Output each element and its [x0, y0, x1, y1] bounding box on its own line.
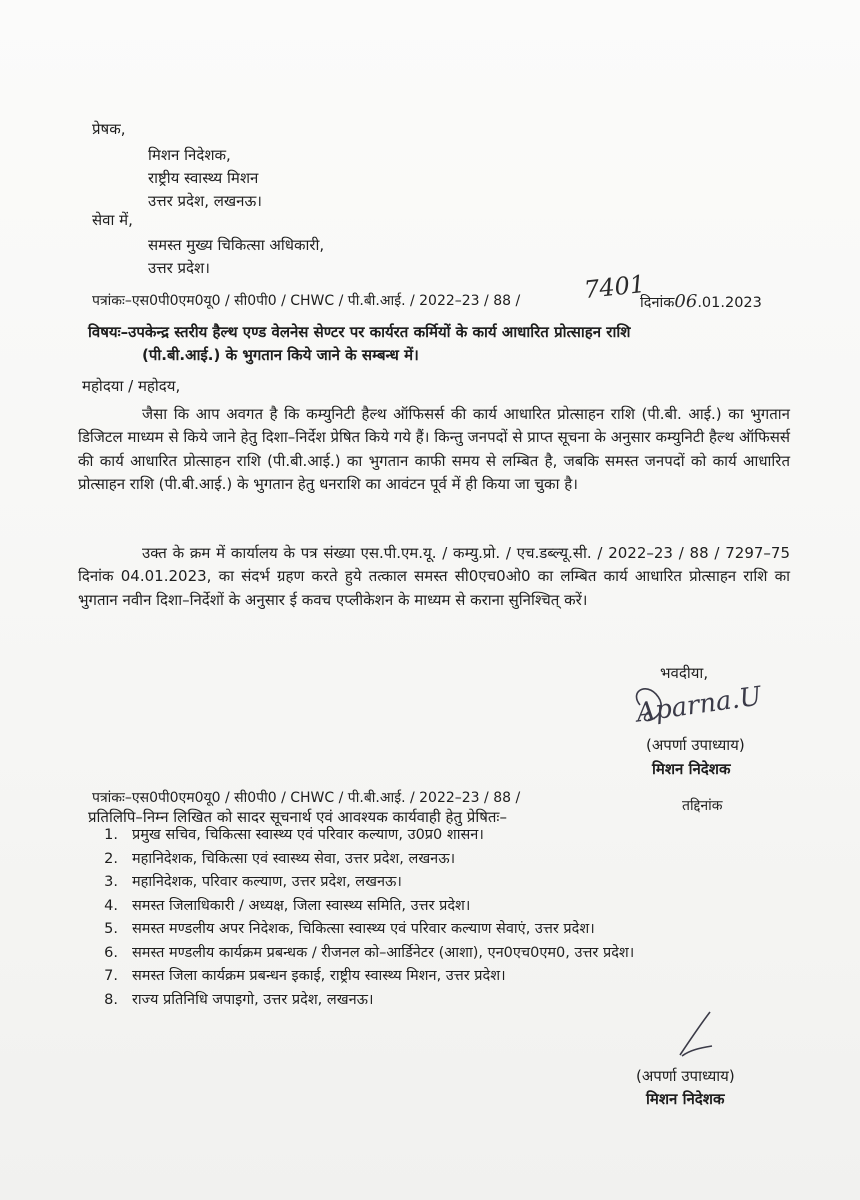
reference-number: पत्रांकः–एस0पी0एम0यू0 / सी0पी0 / CHWC / पी.बी.आई. / 2022–23 / 88 /: [92, 293, 521, 309]
signature: Aparna.U: [634, 681, 764, 729]
subject-line-2: (पी.बी.आई.) के भुगतान किये जाने के सम्बन्ध में।: [142, 346, 419, 364]
recipient-line-2: उत्तर प्रदेश।: [148, 259, 210, 277]
salutation: महोदया / महोदय,: [82, 377, 181, 395]
copy-recipient-list: [92, 824, 634, 1012]
copy-reference-number: पत्रांकः–एस0पी0एम0यू0 / सी0पी0 / CHWC / पी.बी.आई. / 2022–23 / 88 /: [92, 790, 521, 806]
copy-signatory-designation: मिशन निदेशक: [646, 1090, 725, 1108]
date-label: दिनांक: [640, 295, 675, 311]
list-item: 8. राज्य प्रतिनिधि जपाइगो, उत्तर प्रदेश, लखनऊ।: [104, 991, 374, 1008]
recipient-label: सेवा में,: [92, 211, 133, 229]
date-handwritten-day: 06: [674, 291, 698, 312]
signatory-name: (अपर्णा उपाध्याय): [646, 736, 745, 754]
list-item: 5. समस्त मण्डलीय अपर निदेशक, चिकित्सा स्वास्थ्य एवं परिवार कल्याण सेवाएं, उत्तर प्रदेश।: [104, 921, 595, 937]
list-item: 4. समस्त जिलाधिकारी / अध्यक्ष, जिला स्वास्थ्य समिति, उत्तर प्रदेश।: [104, 897, 471, 914]
subject-line-1: विषयः–उपकेन्द्र स्तरीय हैल्थ एण्ड वेलनेस सेण्टर पर कार्यरत कर्मियों के कार्य आधारित प्रोत्साहन राशि: [88, 323, 631, 341]
copy-intro: प्रतिलिपि–निम्न लिखित को सादर सूचनार्थ एवं आवश्यक कार्यवाही हेतु प्रेषितः–: [88, 808, 507, 826]
copy-date: तद्दिनांक: [682, 798, 723, 814]
sender-line-3: उत्तर प्रदेश, लखनऊ।: [148, 192, 262, 210]
signatory-designation: मिशन निदेशक: [652, 760, 731, 778]
copy-signatory-name: (अपर्णा उपाध्याय): [636, 1067, 735, 1085]
list-item: 7. समस्त जिला कार्यक्रम प्रबन्धन इकाई, राष्ट्रीय स्वास्थ्य मिशन, उत्तर प्रदेश।: [104, 968, 506, 984]
date-rest: .01.2023: [697, 295, 762, 311]
body-paragraph-1: जैसा कि आप अवगत है कि कम्युनिटी हैल्थ ऑफिसर्स की कार्य आधारित प्रोत्साहन राशि (पी.बी. आई.) का भुगतान डिजिटल माध्यम से किये जाने हेतु दिशा–निर्देश प्रेषित किये गये हैं। किन्तु जनपदों से प्राप्त सूचना के अनुसार कम्युनिटी हैल्थ ऑफिसर्स की कार्य आधारित प्रोत्साहन राशि (पी.बी.आई.) का भुगतान काफी समय से लम्बित है, जबकि समस्त जनपदों को कार्य आधारित प्रोत्साहन राशि (पी.बी.आई.) के भुगतान हेतु धनराशि का आवंटन पूर्व में ही किया जा चुका है।: [78, 405, 790, 494]
sender-label: प्रेषक,: [92, 120, 126, 138]
closing: भवदीया,: [660, 664, 709, 682]
body-paragraph-2: उक्त के क्रम में कार्यालय के पत्र संख्या एस.पी.एम.यू. / कम्यु.प्रो. / एच.डब्ल्यू.सी. / 2022–23 / 88 / 7297–75 दिनांक 04.01.2023, का संदर्भ ग्रहण करते हुये तत्काल समस्त सी0एच0ओ0 का लम्बित कार्य आधारित प्रोत्साहन राशि का भुगतान नवीन दिशा–निर्देशों के अनुसार ई कवच एप्लीकेशन के माध्यम से कराना सुनिश्चित् करें।: [78, 544, 790, 609]
sender-line-1: मिशन निदेशक,: [148, 146, 231, 164]
list-item: 3. महानिदेशक, परिवार कल्याण, उत्तर प्रदेश, लखनऊ।: [104, 874, 402, 890]
sender-line-2: राष्ट्रीय स्वास्थ्य मिशन: [148, 169, 259, 187]
list-item: 2. महानिदेशक, चिकित्सा एवं स्वास्थ्य सेवा, उत्तर प्रदेश, लखनऊ।: [104, 850, 456, 867]
reference-date: [640, 292, 762, 313]
list-item: 1. प्रमुख सचिव, चिकित्सा स्वास्थ्य एवं परिवार कल्याण, उ0प्र0 शासन।: [104, 827, 484, 843]
recipient-line-1: समस्त मुख्य चिकित्सा अधिकारी,: [148, 236, 325, 254]
subject-line: [88, 321, 790, 367]
handwritten-dispatch-number: 7401: [582, 269, 647, 305]
list-item: 6. समस्त मण्डलीय कार्यक्रम प्रबन्धक / रीजनल को–आर्डिनेटर (आशा), एन0एच0एम0, उत्तर प्रदेश।: [104, 944, 635, 961]
